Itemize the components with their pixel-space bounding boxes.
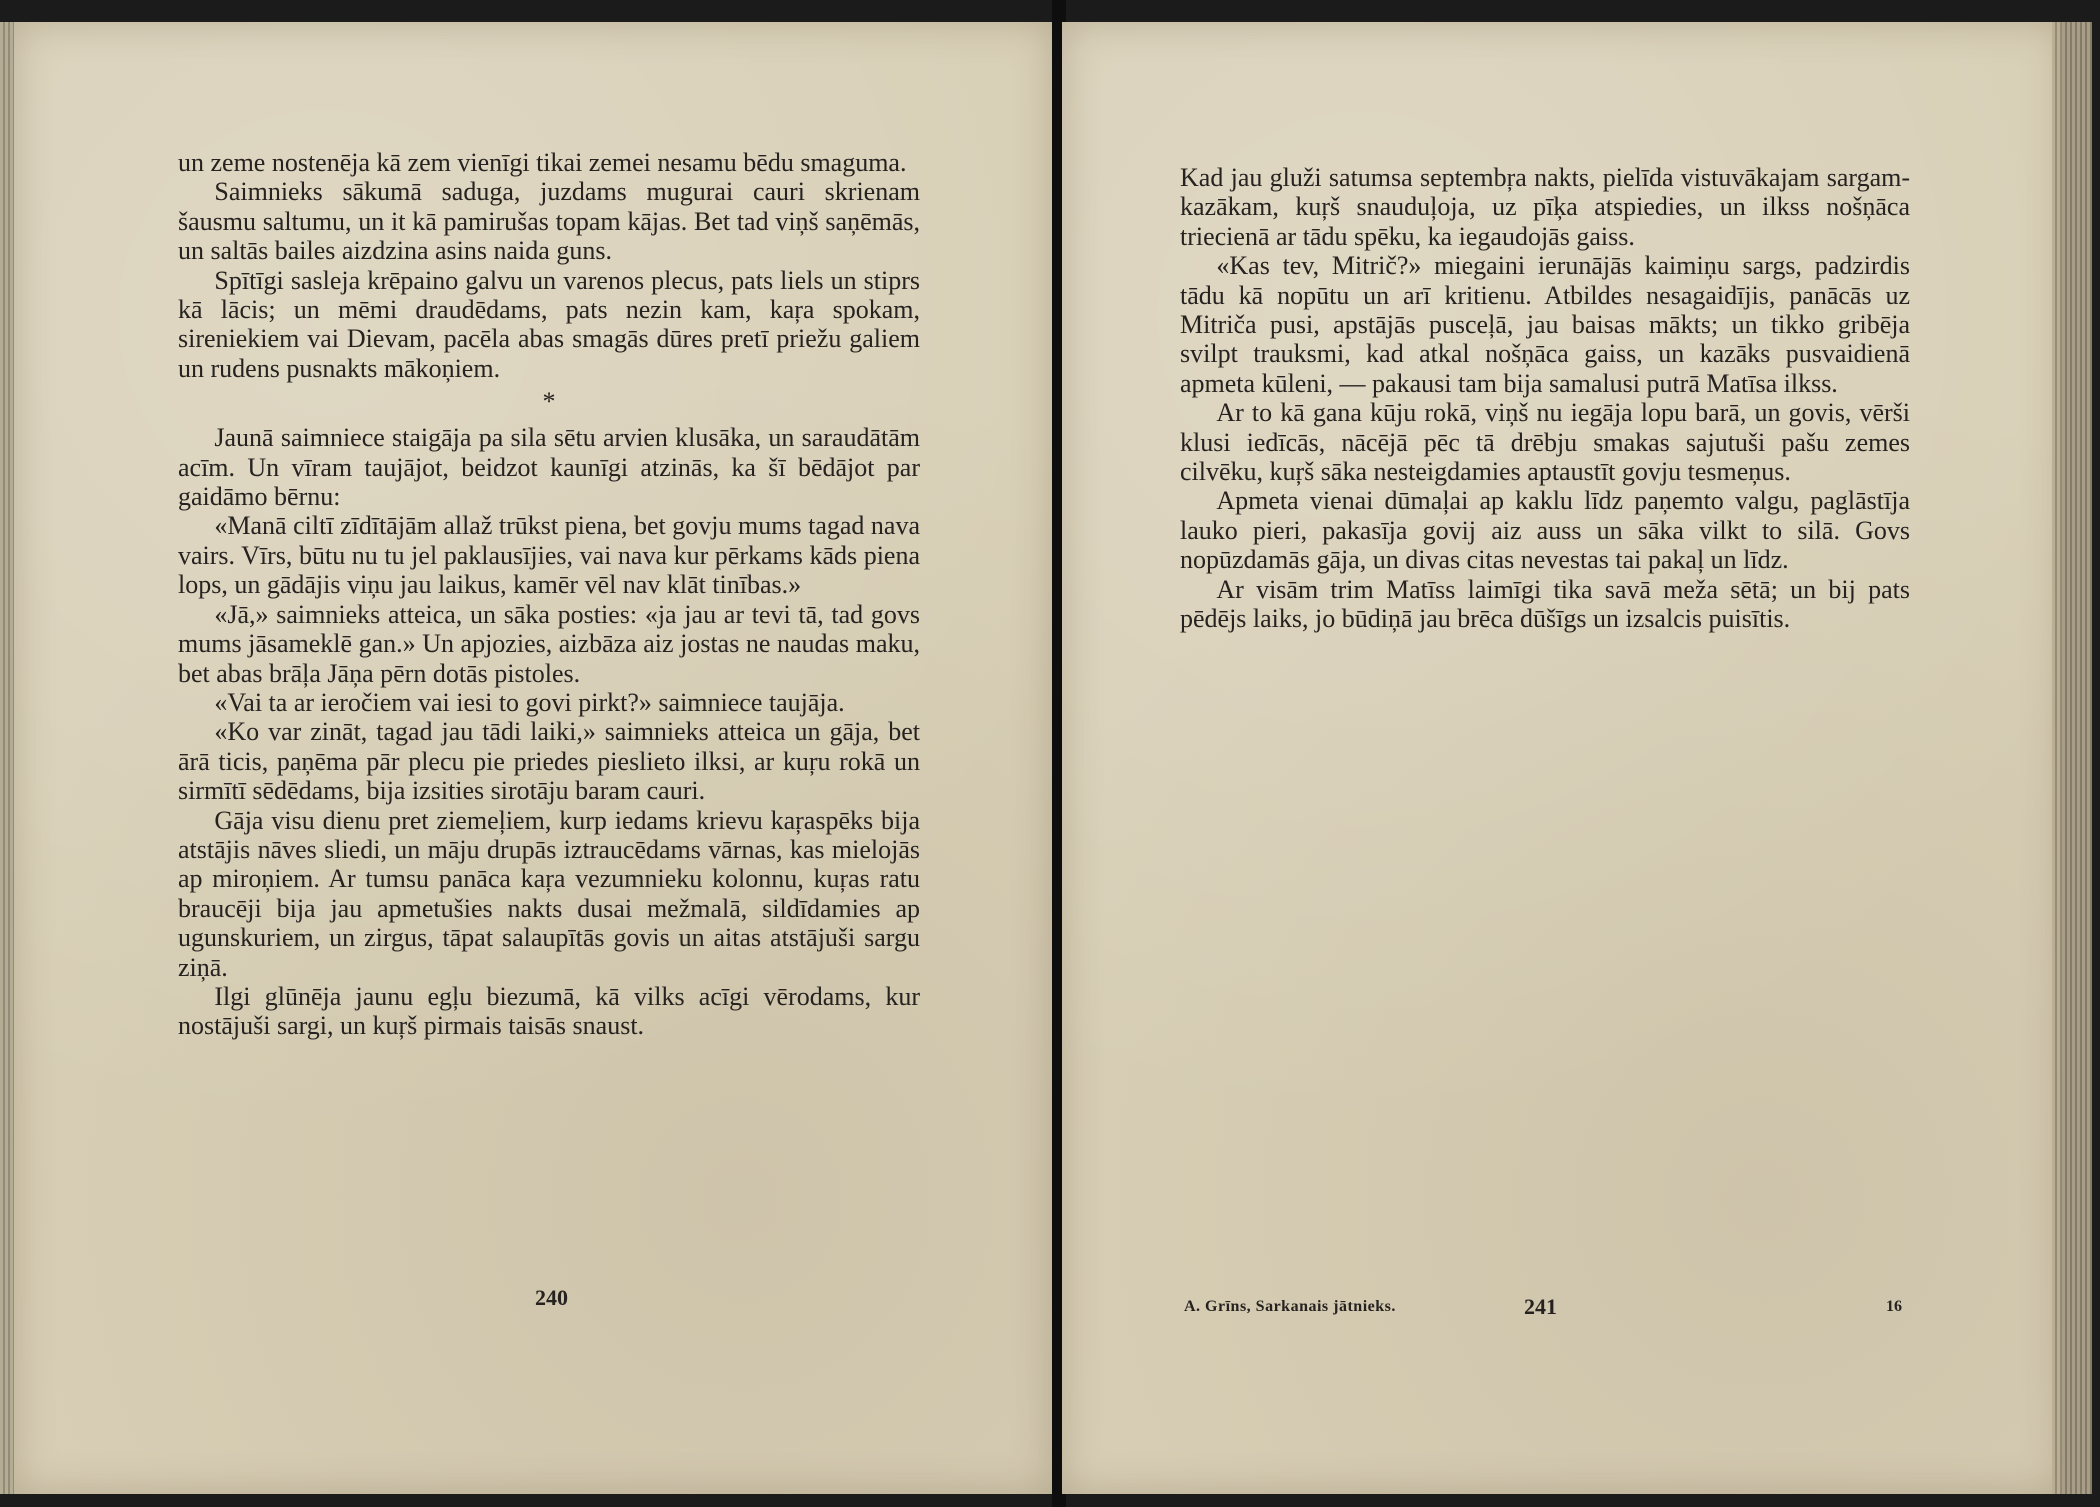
paragraph: Saimnieks sākumā saduga, juzdams mugurai cauri skrienam šausmu saltumu, un it kā pamirušas topam kājas. Bet tad viņš saņēmās, un saltās bailes aizdzina asins naida guns. (178, 177, 920, 266)
page-number-right: 241 (1524, 1294, 1557, 1319)
paragraph: «Vai ta ar ieročiem vai iesi to govi pirkt?» saimniece taujāja. (214, 687, 845, 717)
paragraph: Spītīgi sasleja krēpaino galvu un varenos plecus, pats liels un stiprs kā lācis; un mēmi draudēdams, pats nezin kam, kaŗa spokam, sireniekiem vai Dievam, pacēla abas smagās dūres pretī priežu galiem un rudens pusnakts mākoņiem. (178, 265, 920, 383)
paragraph: Ilgi glūnēja jaunu egļu biezumā, kā vilks acīgi vērodams, kur nostājuši sargi, un kuŗš pirmais taisās snaust. (178, 981, 920, 1041)
section-separator: * (542, 387, 556, 417)
paragraph: Apmeta vienai dūmaļai ap kaklu līdz paņemto valgu, paglāstīja lauko pieri, pakasīja govij aiz auss un sāka vilkt to silā. Govs nopūzdamās gāja, un divas citas nevestas tai pakaļ un līdz. (1180, 486, 1910, 575)
paragraph: «Manā ciltī zīdītājām allaž trūkst piena, bet govju mums tagad nava vairs. Vīrs, būtu nu tu jel paklausījies, vai nava kur pērkams kāds piena lops, un gādājis viņu jau laikus, kamēr vēl nav klāt tinības.» (178, 511, 920, 600)
sheet-number: 16 (1886, 1298, 1902, 1315)
paragraph: un zeme nostenēja kā zem vienīgi tikai zemei nesamu bēdu smaguma. (178, 148, 907, 177)
footer-signature: A. Grīns, Sarkanais jātnieks. (1184, 1298, 1396, 1315)
right-page-footer (1184, 1294, 1914, 1324)
page-number-left: 240 (535, 1285, 568, 1310)
right-page-edges (2052, 22, 2092, 1494)
paragraph: Kad jau gluži satumsa septembŗa nakts, pielīda vistuvākajam sargam-kazākam, kuŗš snauduļoja, uz pīķa atspiedies, un ilkss nošņāca triecienā ar tādu spēku, ka iegaudojās gaiss. (1180, 163, 1910, 251)
paragraph: Ar visām trim Matīss laimīgi tika savā meža sētā; un bij pats pēdējs laiks, jo būdiņā jau brēca dūšīgs un izsalcis puisītis. (1180, 574, 1910, 634)
right-page-text (1180, 163, 1910, 634)
paragraph: «Ko var zināt, tagad jau tādi laiki,» saimnieks atteica un gāja, bet ārā ticis, paņēma pār plecu pie priedes pieslieto ilksi, ar kuŗu rokā un sirmītī sēdēdams, bija izsities sirotāju baram cauri. (178, 717, 920, 806)
paragraph: Ar to kā gana kūju rokā, viņš nu iegāja lopu barā, un govis, vērši klusi iedīcās, nācējā pēc tā drēbju smakas sajutuši pašu zemes cilvēku, kuŗš sāka nesteigdamies aptaustīt govju tesmeņus. (1180, 398, 1910, 487)
paragraph: «Jā,» saimnieks atteica, un sāka posties: «ja jau ar tevi tā, tad govs mums jāsameklē gan.» Un apjozies, aizbāza aiz jostas ne naudas maku, bet abas brāļa Jāņa pērn dotās pistoles. (178, 599, 920, 688)
paragraph: Gāja visu dienu pret ziemeļiem, kurp iedams krievu kaŗaspēks bija atstājis nāves sliedi, un māju drupās iztraucēdams vārnas, kas mielojās ap miroņiem. Ar tumsu panāca kaŗa vezumnieku kolonnu, kuŗas ratu braucēji bija jau apmetušies nakts dusai mežmalā, sildīdamies ap ugunskuriem, un zirgus, tāpat salaupītās govis un aitas atstājuši sargu ziņā. (178, 805, 920, 982)
left-page-text (178, 148, 920, 1041)
paragraph: Jaunā saimniece staigāja pa sila sētu arvien klusāka, un saraudātām acīm. Un vīram taujājot, beidzot kaunīgi atzinās, ka šī bēdājot par gaidāmo bērnu: (178, 423, 920, 512)
paragraph: «Kas tev, Mitrič?» miegaini ierunājās kaimiņu sargs, padzirdis tādu kā nopūtu un arī kritienu. Atbildes nesagaidījis, panācās uz Mitriča pusi, apstājās pusceļā, jau baisas mākts; un tikko gribēja svilpt trauksmi, kad atkal nošņāca gaiss, un kazāks pusvaidienā apmeta kūleni, — pakausi tam bija samalusi putrā Matīsa ilkss. (1180, 251, 1910, 398)
